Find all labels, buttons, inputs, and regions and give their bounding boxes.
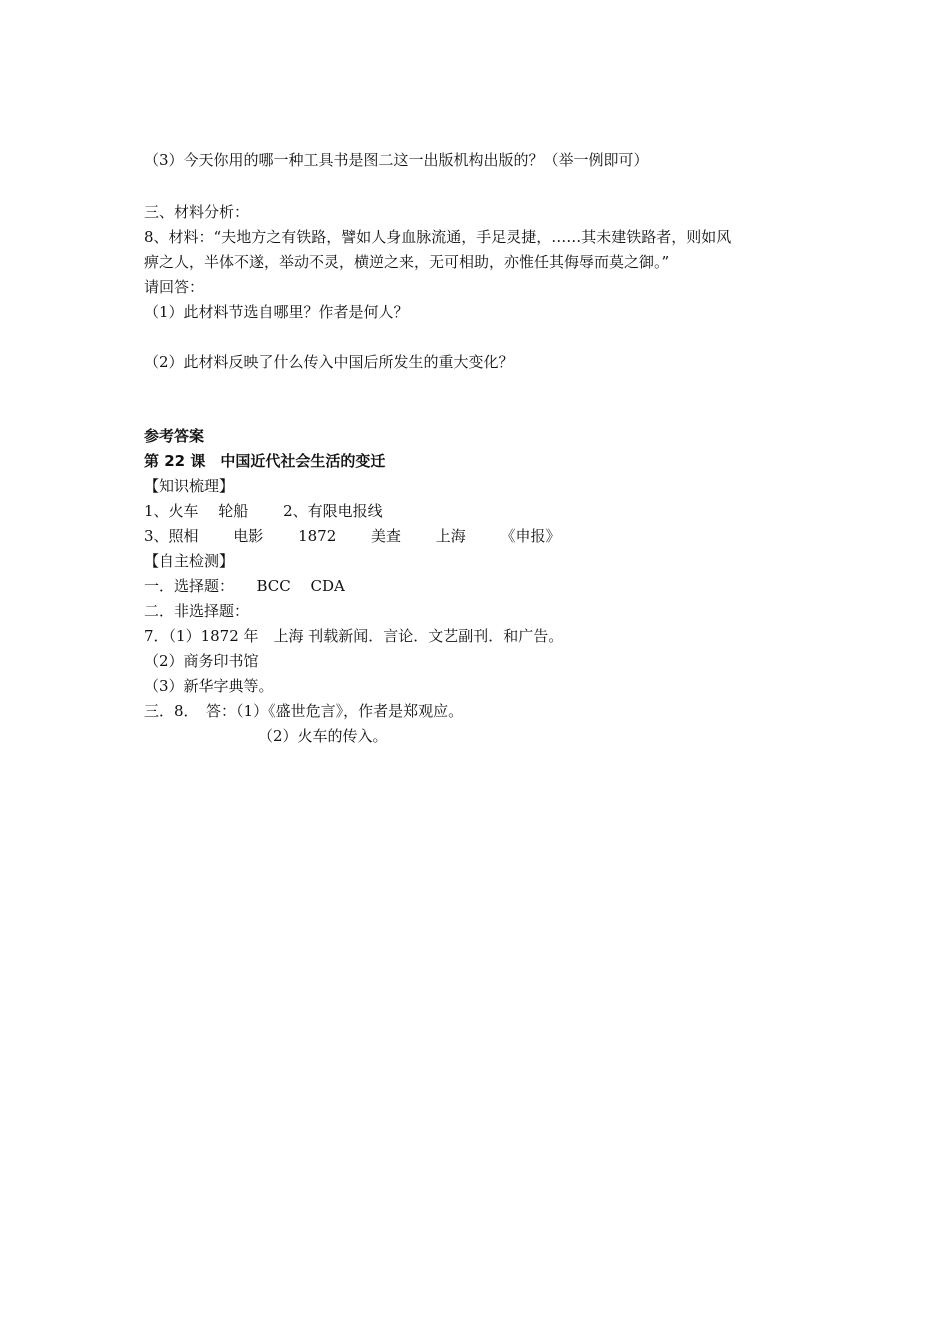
question-8-material-line1: 8、材料：“夫地方之有铁路，譬如人身血脉流通，手足灵捷，……其未建铁路者，则如风 <box>144 228 732 246</box>
answer-7-1: 7．（1）1872 年 上海 刊载新闻．言论．文艺副刊．和广告。 <box>144 627 564 645</box>
answer-8-2: （2）火车的传入。 <box>258 727 388 745</box>
question-7-3: （3）今天你用的哪一种工具书是图二这一出版机构出版的？（举一例即可） <box>144 151 649 169</box>
question-8-2: （2）此材料反映了什么传入中国后所发生的重大变化？ <box>144 353 514 371</box>
question-8-1: （1）此材料节选自哪里？作者是何人？ <box>144 303 409 321</box>
selfcheck-label: 【自主检测】 <box>144 552 235 570</box>
choice-answers: 一．选择题： BCC CDA <box>144 577 345 595</box>
answer-7-3: （3）新华字典等。 <box>144 677 274 695</box>
section-3-title: 三、材料分析： <box>144 203 250 221</box>
question-8-material-line2: 痹之人，半体不遂，举动不灵，横逆之来，无可相助，亦惟任其侮辱而莫之御。” <box>144 253 670 271</box>
knowledge-label: 【知识梳理】 <box>144 477 235 495</box>
answers-heading: 参考答案 <box>144 427 205 445</box>
answer-8-1: 三．8． 答：（1）《盛世危言》，作者是郑观应。 <box>144 702 464 720</box>
lesson-title: 第 22 课 中国近代社会生活的变迁 <box>144 452 386 470</box>
knowledge-line-1: 1、火车 轮船 2、有限电报线 <box>144 502 383 520</box>
knowledge-line-2: 3、照相 电影 1872 美查 上海 《申报》 <box>144 527 561 545</box>
question-8-prompt: 请回答： <box>144 278 205 296</box>
nonchoice-label: 二．非选择题： <box>144 602 250 620</box>
answer-7-2: （2）商务印书馆 <box>144 652 259 670</box>
